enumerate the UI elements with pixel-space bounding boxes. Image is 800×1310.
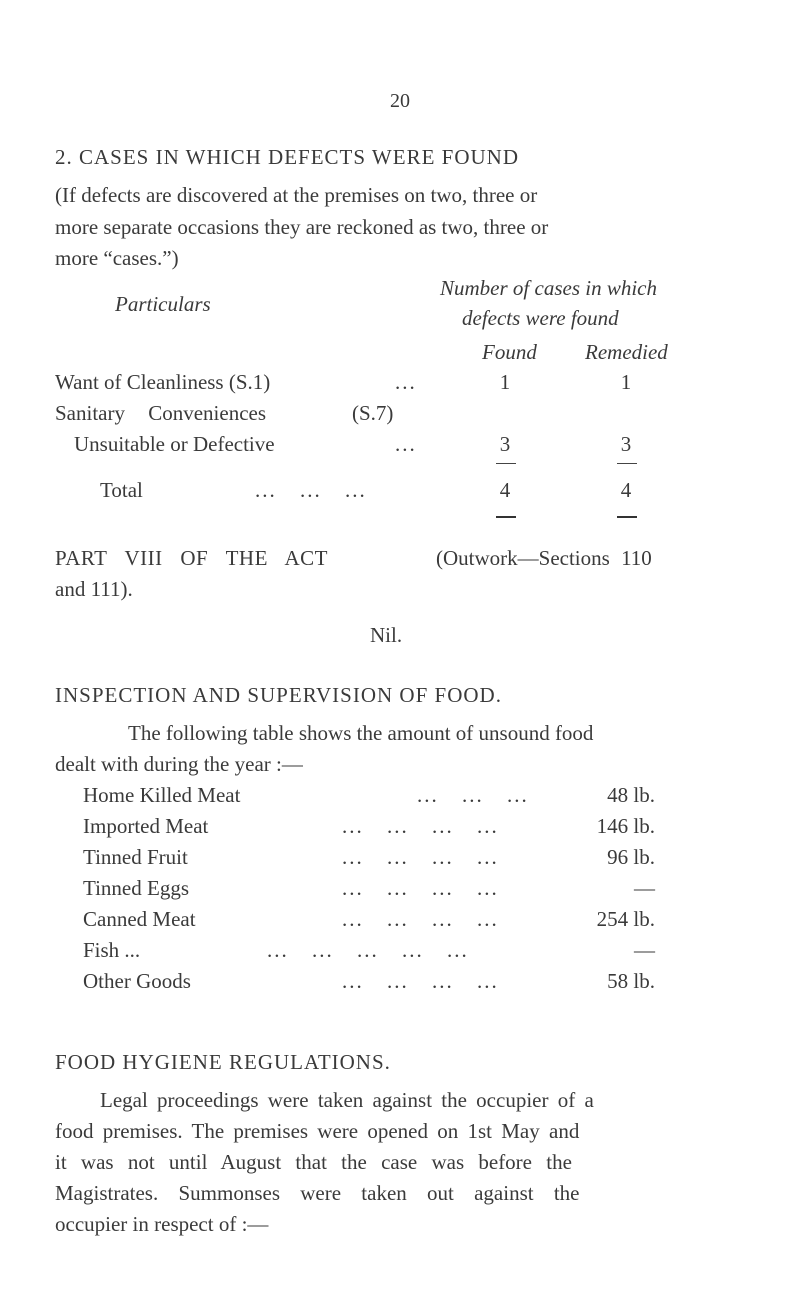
hygiene-line-3: it was not until August that the case was before the [55, 1150, 572, 1174]
total-rule-remedied [617, 516, 637, 518]
food-item-name: Other Goods [83, 969, 191, 993]
food-item-amount: — [634, 938, 655, 962]
food-item-dots: ... ... ... ... [342, 845, 499, 869]
hygiene-line-4: Magistrates. Summonses were taken out against the [55, 1181, 580, 1205]
row-label: Unsuitable or Defective [74, 432, 275, 456]
total-rule-found [496, 516, 516, 518]
part-eight-line-1a: PART VIII OF THE ACT [55, 546, 329, 570]
food-item-name: Home Killed Meat [83, 783, 241, 807]
food-item-amount: 96 lb. [607, 845, 655, 869]
total-label: Total [100, 478, 143, 502]
page-number: 20 [390, 90, 410, 112]
defects-heading: 2. CASES IN WHICH DEFECTS WERE FOUND [55, 145, 519, 169]
part-eight-line-2: and 111). [55, 577, 133, 601]
defects-note-line-1: (If defects are discovered at the premises on two, three or [55, 183, 538, 207]
food-item-amount: 48 lb. [607, 783, 655, 807]
hygiene-heading: FOOD HYGIENE REGULATIONS. [55, 1050, 391, 1074]
column-header-found: Found [482, 340, 537, 364]
food-item-dots: ... ... ... [417, 783, 529, 807]
row-label: Sanitary Conveniences [55, 401, 267, 425]
food-item-dots: ... ... ... ... [342, 907, 499, 931]
row-dots: ... [395, 432, 417, 456]
food-item-dots: ... ... ... ... [342, 814, 499, 838]
column-header-group-line-1: Number of cases in which [440, 276, 657, 300]
row-dots: ... [395, 370, 417, 394]
food-item-dots: ... ... ... ... [342, 969, 499, 993]
hygiene-line-1: Legal proceedings were taken against the occupier of a [100, 1088, 594, 1112]
food-item-name: Tinned Fruit [83, 845, 188, 869]
total-found: 4 [499, 478, 511, 502]
total-remedied: 4 [620, 478, 632, 502]
food-item-name: Fish ... [83, 938, 141, 962]
row-remedied: 3 [620, 432, 632, 456]
food-item-amount: 254 lb. [596, 907, 655, 931]
food-item-amount: 58 lb. [607, 969, 655, 993]
column-header-remedied: Remedied [585, 340, 668, 364]
food-item-name: Imported Meat [83, 814, 209, 838]
defects-note-line-2: more separate occasions they are reckoned as two, three or [55, 215, 549, 239]
column-header-particulars: Particulars [115, 292, 211, 316]
total-dots: ... ... ... [255, 478, 367, 502]
food-heading: INSPECTION AND SUPERVISION OF FOOD. [55, 683, 502, 707]
food-intro-line-1: The following table shows the amount of unsound food [128, 721, 594, 745]
row-found: 1 [499, 370, 511, 394]
subtotal-rule-found [496, 463, 516, 464]
part-eight-result: Nil. [370, 623, 403, 647]
defects-note-line-3: more “cases.”) [55, 246, 179, 270]
food-item-name: Tinned Eggs [83, 876, 189, 900]
part-eight-line-1b: (Outwork—Sections 110 [436, 546, 652, 570]
row-remedied: 1 [620, 370, 632, 394]
food-item-amount: — [634, 876, 655, 900]
hygiene-line-5: occupier in respect of :— [55, 1212, 269, 1236]
hygiene-line-2: food premises. The premises were opened on 1st May and [55, 1119, 580, 1143]
food-item-dots: ... ... ... ... [342, 876, 499, 900]
subtotal-rule-remedied [617, 463, 637, 464]
row-label: Want of Cleanliness (S.1) [55, 370, 271, 394]
food-item-amount: 146 lb. [596, 814, 655, 838]
row-section: (S.7) [352, 401, 394, 425]
column-header-group-line-2: defects were found [462, 306, 619, 330]
food-item-name: Canned Meat [83, 907, 196, 931]
food-item-dots: ... ... ... ... ... [267, 938, 469, 962]
food-intro-line-2: dealt with during the year :— [55, 752, 303, 776]
row-found: 3 [499, 432, 511, 456]
